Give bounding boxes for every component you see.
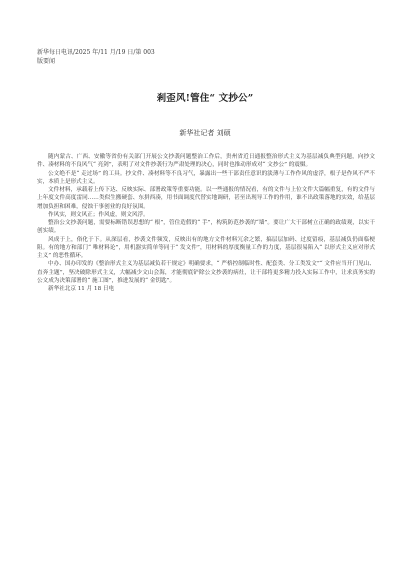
section-line: 版要闻 (37, 58, 56, 65)
paragraph: 中办、国办印发的《整治形式主义为基层减负若干规定》明确要求，“ 严格控制临时性、配套类、分工类发文”“ 文件应当开门见山、直奔主题”，坚决破除形式主义，大幅减少文山会海，才能彻底铲除公文抄袭的病灶，让干部将更多精力投入实际工作中，让求真务实的公文成为决策部署的“ 施工图”，推进发展的“ 金钥匙”。 (37, 261, 375, 284)
paragraph: 作风实，则文风正；作风虚，则文风浮。 (48, 211, 149, 218)
paragraph: 随内蒙古、广西、安徽等省份有关部门开展公文抄袭问题整治工作后，贵州省近日通报整治形式主义为基层减负典型问题，向抄文件、凑材料的不良风气“ 亮剑”，表明了对文件抄袭行为严肃处理的决心，同时也推动形成对“ 文抄公” 的震慑。 (37, 154, 375, 169)
article-title: 剎歪风!管住“ 文抄公” (156, 93, 254, 104)
article-body (37, 153, 375, 293)
paragraph: 风成于上，俗化于下。从深层看，抄袭文件频发，反映出有的地方文件材料冗余之繁，搞层层加码、过度留痕，基层减负仍面临梗阻。有的地方和部门“ 唯材料论”，用机器实简单等同于“ 发文件”，用材料的厚度衡量工作的力度，基层很易陷入“ 以形式主义应对形式主义” 的恶性循环。 (37, 236, 375, 259)
source-meta (37, 48, 155, 66)
byline: 新华社记者 刘硕 (179, 129, 231, 137)
paragraph: 公文绝不是“ 走过场” 的工具。抄文件、凑材料等不良习气，暴露出一些干部责任意识的淡薄与工作作风的虚浮，根子是作风不严不实，本质上是形式主义。 (37, 170, 375, 185)
paragraph: 文件材料，承载着上传下达、反映实际、部署政策等重要功能。以一些通报的情况看，有的文件与上位文件大篇幅重复，有的文件与上年度文件高度雷同……类似生搬硬套、东拼西凑，用书面调度代替实地调研，甚至出现导工作的作用，谁不出政策落地的实效，给基层增加负担和困难，侵蚀干事创业的良好氛围。 (37, 187, 375, 210)
source-line: 新华每日电讯/2025 年/11 月/19 日/第 003 (37, 49, 155, 56)
dateline: 新华社北京 11 月 18 日电 (48, 286, 115, 292)
paragraph: 整治公文抄袭问题，需要标断错误思想的“ 根”，管住造假的“ 手”，构筑防范抄袭的“墙”。要让广大干部树立正确的政绩观，以实干创实绩。 (37, 220, 375, 235)
